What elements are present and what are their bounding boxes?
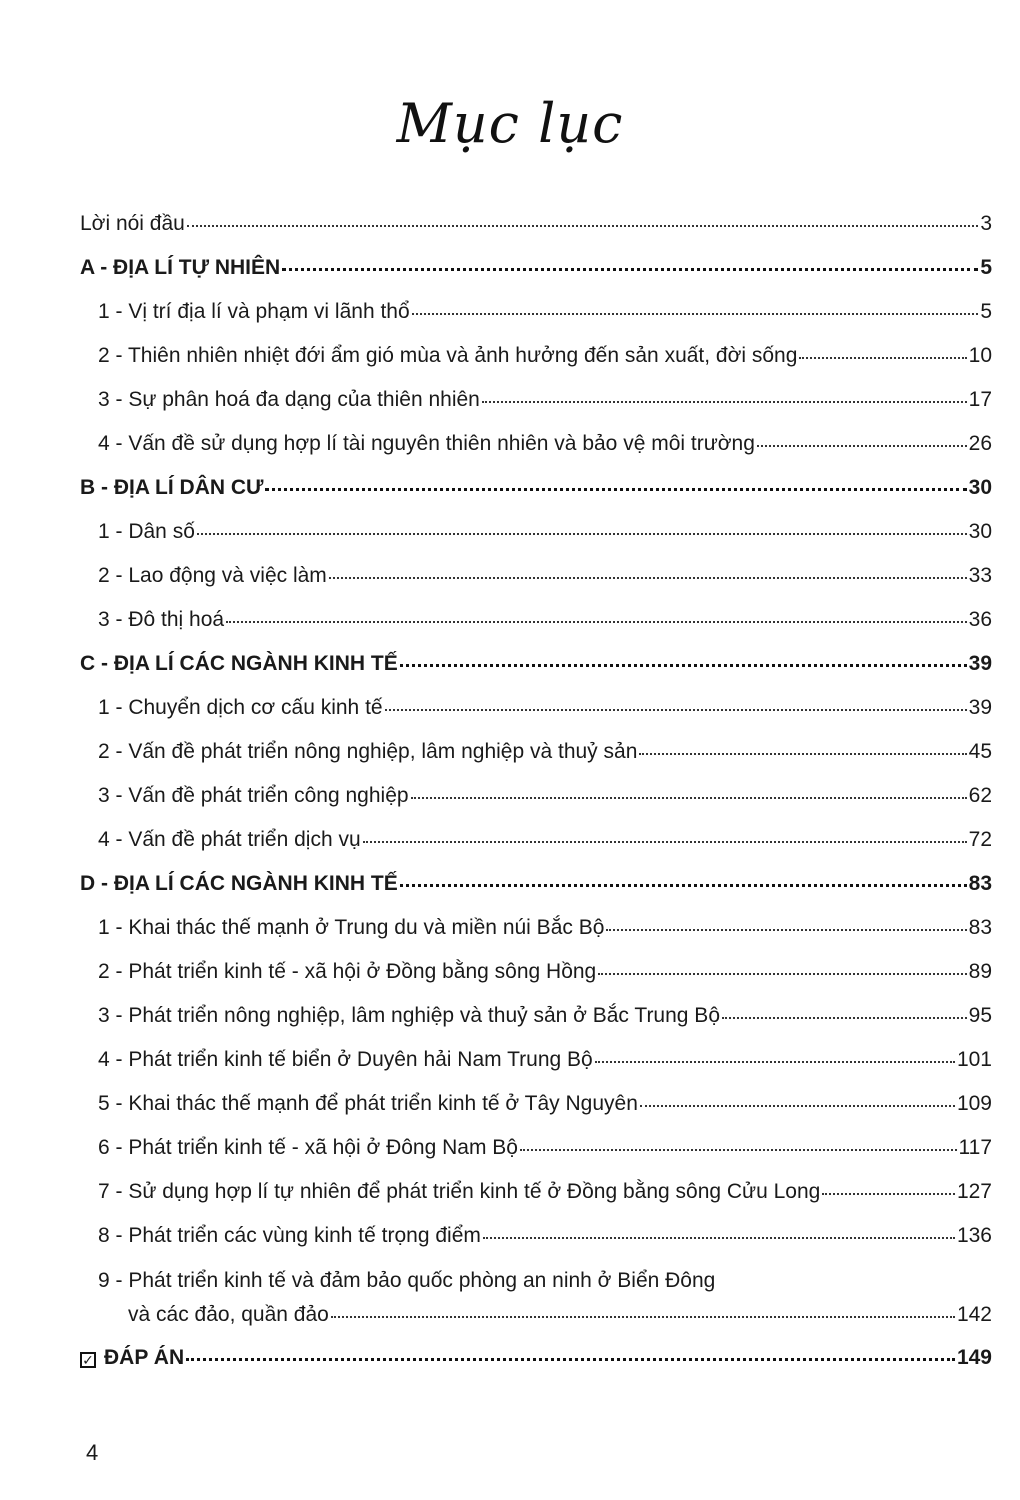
toc-entry[interactable] (80, 290, 992, 334)
toc-entry[interactable] (80, 510, 992, 554)
toc-entry-label: 3 - Đô thị hoá (98, 608, 225, 631)
toc-entry[interactable] (80, 422, 992, 466)
toc-entry[interactable] (80, 334, 992, 378)
toc-entry-page: 33 (968, 564, 992, 587)
dot-leader (483, 1237, 955, 1239)
dot-leader (520, 1149, 957, 1151)
dot-leader (412, 313, 979, 315)
page-title: Mục lục (396, 92, 624, 155)
section-page: 30 (968, 476, 992, 499)
section-page: 39 (968, 652, 992, 675)
toc-entry-page: 117 (958, 1136, 992, 1159)
dot-leader (186, 1358, 955, 1361)
toc-entry-label: 1 - Dân số (98, 520, 195, 543)
toc-entry-label: 8 - Phát triển các vùng kinh tế trọng điểm (98, 1224, 481, 1247)
toc-entry-label: Lời nói đầu (80, 212, 185, 235)
toc-entry[interactable] (80, 906, 992, 950)
toc-section-d[interactable] (80, 862, 992, 906)
section-page: 5 (980, 256, 992, 279)
toc-entry-label: 2 - Vấn đề phát triển nông nghiệp, lâm nghiệp và thuỷ sản (98, 740, 638, 763)
toc-entry-page: 17 (968, 388, 992, 411)
toc-entry-page: 72 (968, 828, 992, 851)
toc-entry-label: 3 - Vấn đề phát triển công nghiệp (98, 784, 409, 807)
dot-leader (822, 1193, 955, 1195)
dot-leader (400, 664, 967, 667)
section-label: B - ĐỊA LÍ DÂN CƯ (80, 476, 264, 499)
toc-entry[interactable] (80, 730, 992, 774)
toc-entry-page: 127 (956, 1180, 992, 1203)
toc-entry-multiline[interactable] (80, 1258, 992, 1332)
toc-entry[interactable] (80, 598, 992, 642)
dot-leader (265, 488, 966, 491)
dot-leader (639, 753, 966, 755)
toc-entry[interactable] (80, 1214, 992, 1258)
toc-entry-label: 4 - Phát triển kinh tế biển ở Duyên hải Nam Trung Bộ (98, 1048, 593, 1071)
section-page: 149 (956, 1346, 992, 1369)
dot-leader (722, 1017, 967, 1019)
toc-entry-page: 45 (968, 740, 992, 763)
table-of-contents (80, 202, 992, 1380)
toc-entry-page: 101 (956, 1048, 992, 1071)
dot-leader (331, 1316, 955, 1318)
toc-entry-label-line1: 9 - Phát triển kinh tế và đảm bảo quốc phòng an ninh ở Biển Đông (98, 1269, 716, 1292)
section-label: D - ĐỊA LÍ CÁC NGÀNH KINH TẾ (80, 872, 398, 895)
toc-entry-page: 26 (968, 432, 992, 455)
toc-entry-page: 95 (968, 1004, 992, 1027)
toc-entry[interactable] (80, 686, 992, 730)
toc-entry[interactable] (80, 818, 992, 862)
checkbox-icon: ✓ (80, 1352, 96, 1368)
toc-entry-page: 39 (968, 696, 992, 719)
toc-entry-label: 1 - Chuyển dịch cơ cấu kinh tế (98, 696, 383, 719)
toc-entry-label: 2 - Lao động và việc làm (98, 564, 327, 587)
section-label: A - ĐỊA LÍ TỰ NHIÊN (80, 256, 281, 279)
dot-leader (598, 973, 966, 975)
toc-entry[interactable] (80, 994, 992, 1038)
toc-entry-label-line2: và các đảo, quần đảo (128, 1303, 329, 1326)
dot-leader (329, 577, 967, 579)
toc-section-answers[interactable] (80, 1336, 992, 1380)
toc-entry-preface[interactable] (80, 202, 992, 246)
toc-entry[interactable] (80, 1082, 992, 1126)
toc-entry[interactable] (80, 1170, 992, 1214)
toc-entry[interactable] (80, 378, 992, 422)
toc-entry-page: 36 (968, 608, 992, 631)
dot-leader (400, 884, 967, 887)
toc-entry-label: 3 - Phát triển nông nghiệp, lâm nghiệp và thuỷ sản ở Bắc Trung Bộ (98, 1004, 720, 1027)
toc-entry-page: 5 (980, 300, 992, 323)
section-label: ĐÁP ÁN (104, 1346, 185, 1369)
dot-leader (640, 1105, 955, 1107)
toc-entry-label: 7 - Sử dụng hợp lí tự nhiên để phát triển kinh tế ở Đồng bằng sông Cửu Long (98, 1180, 821, 1203)
toc-entry[interactable] (80, 1038, 992, 1082)
toc-entry-label: 3 - Sự phân hoá đa dạng của thiên nhiên (98, 388, 480, 411)
toc-entry-page: 89 (968, 960, 992, 983)
dot-leader (363, 841, 967, 843)
dot-leader (482, 401, 967, 403)
page-number: 4 (86, 1440, 99, 1465)
toc-section-a[interactable] (80, 246, 992, 290)
toc-entry-page: 142 (956, 1303, 992, 1326)
toc-entry-page: 109 (956, 1092, 992, 1115)
dot-leader (411, 797, 967, 799)
toc-entry-label: 4 - Vấn đề sử dụng hợp lí tài nguyên thiên nhiên và bảo vệ môi trường (98, 432, 755, 455)
toc-entry[interactable] (80, 774, 992, 818)
dot-leader (226, 621, 967, 623)
dot-leader (799, 357, 966, 359)
toc-entry[interactable] (80, 554, 992, 598)
toc-entry-label: 5 - Khai thác thế mạnh để phát triển kinh tế ở Tây Nguyên (98, 1092, 638, 1115)
dot-leader (606, 929, 966, 931)
toc-entry-page: 30 (968, 520, 992, 543)
toc-entry[interactable] (80, 950, 992, 994)
dot-leader (757, 445, 967, 447)
toc-section-b[interactable] (80, 466, 992, 510)
toc-entry-label: 2 - Phát triển kinh tế - xã hội ở Đồng bằng sông Hồng (98, 960, 597, 983)
dot-leader (595, 1061, 955, 1063)
toc-entry-label: 1 - Khai thác thế mạnh ở Trung du và miền núi Bắc Bộ (98, 916, 605, 939)
toc-entry-label: 1 - Vị trí địa lí và phạm vi lãnh thổ (98, 300, 410, 323)
dot-leader (385, 709, 967, 711)
toc-entry-label: 2 - Thiên nhiên nhiệt đới ẩm gió mùa và ảnh hưởng đến sản xuất, đời sống (98, 344, 798, 367)
section-label: C - ĐỊA LÍ CÁC NGÀNH KINH TẾ (80, 652, 398, 675)
dot-leader (187, 225, 978, 227)
toc-entry-page: 83 (968, 916, 992, 939)
toc-entry-page: 136 (956, 1224, 992, 1247)
toc-section-c[interactable] (80, 642, 992, 686)
toc-entry-label: 4 - Vấn đề phát triển dịch vụ (98, 828, 361, 851)
toc-entry-page: 10 (968, 344, 992, 367)
section-page: 83 (968, 872, 992, 895)
dot-leader (282, 268, 978, 271)
toc-entry[interactable] (80, 1126, 992, 1170)
toc-entry-page: 62 (968, 784, 992, 807)
toc-entry-page: 3 (980, 212, 992, 235)
dot-leader (197, 533, 967, 535)
toc-entry-label: 6 - Phát triển kinh tế - xã hội ở Đông Nam Bộ (98, 1136, 518, 1159)
